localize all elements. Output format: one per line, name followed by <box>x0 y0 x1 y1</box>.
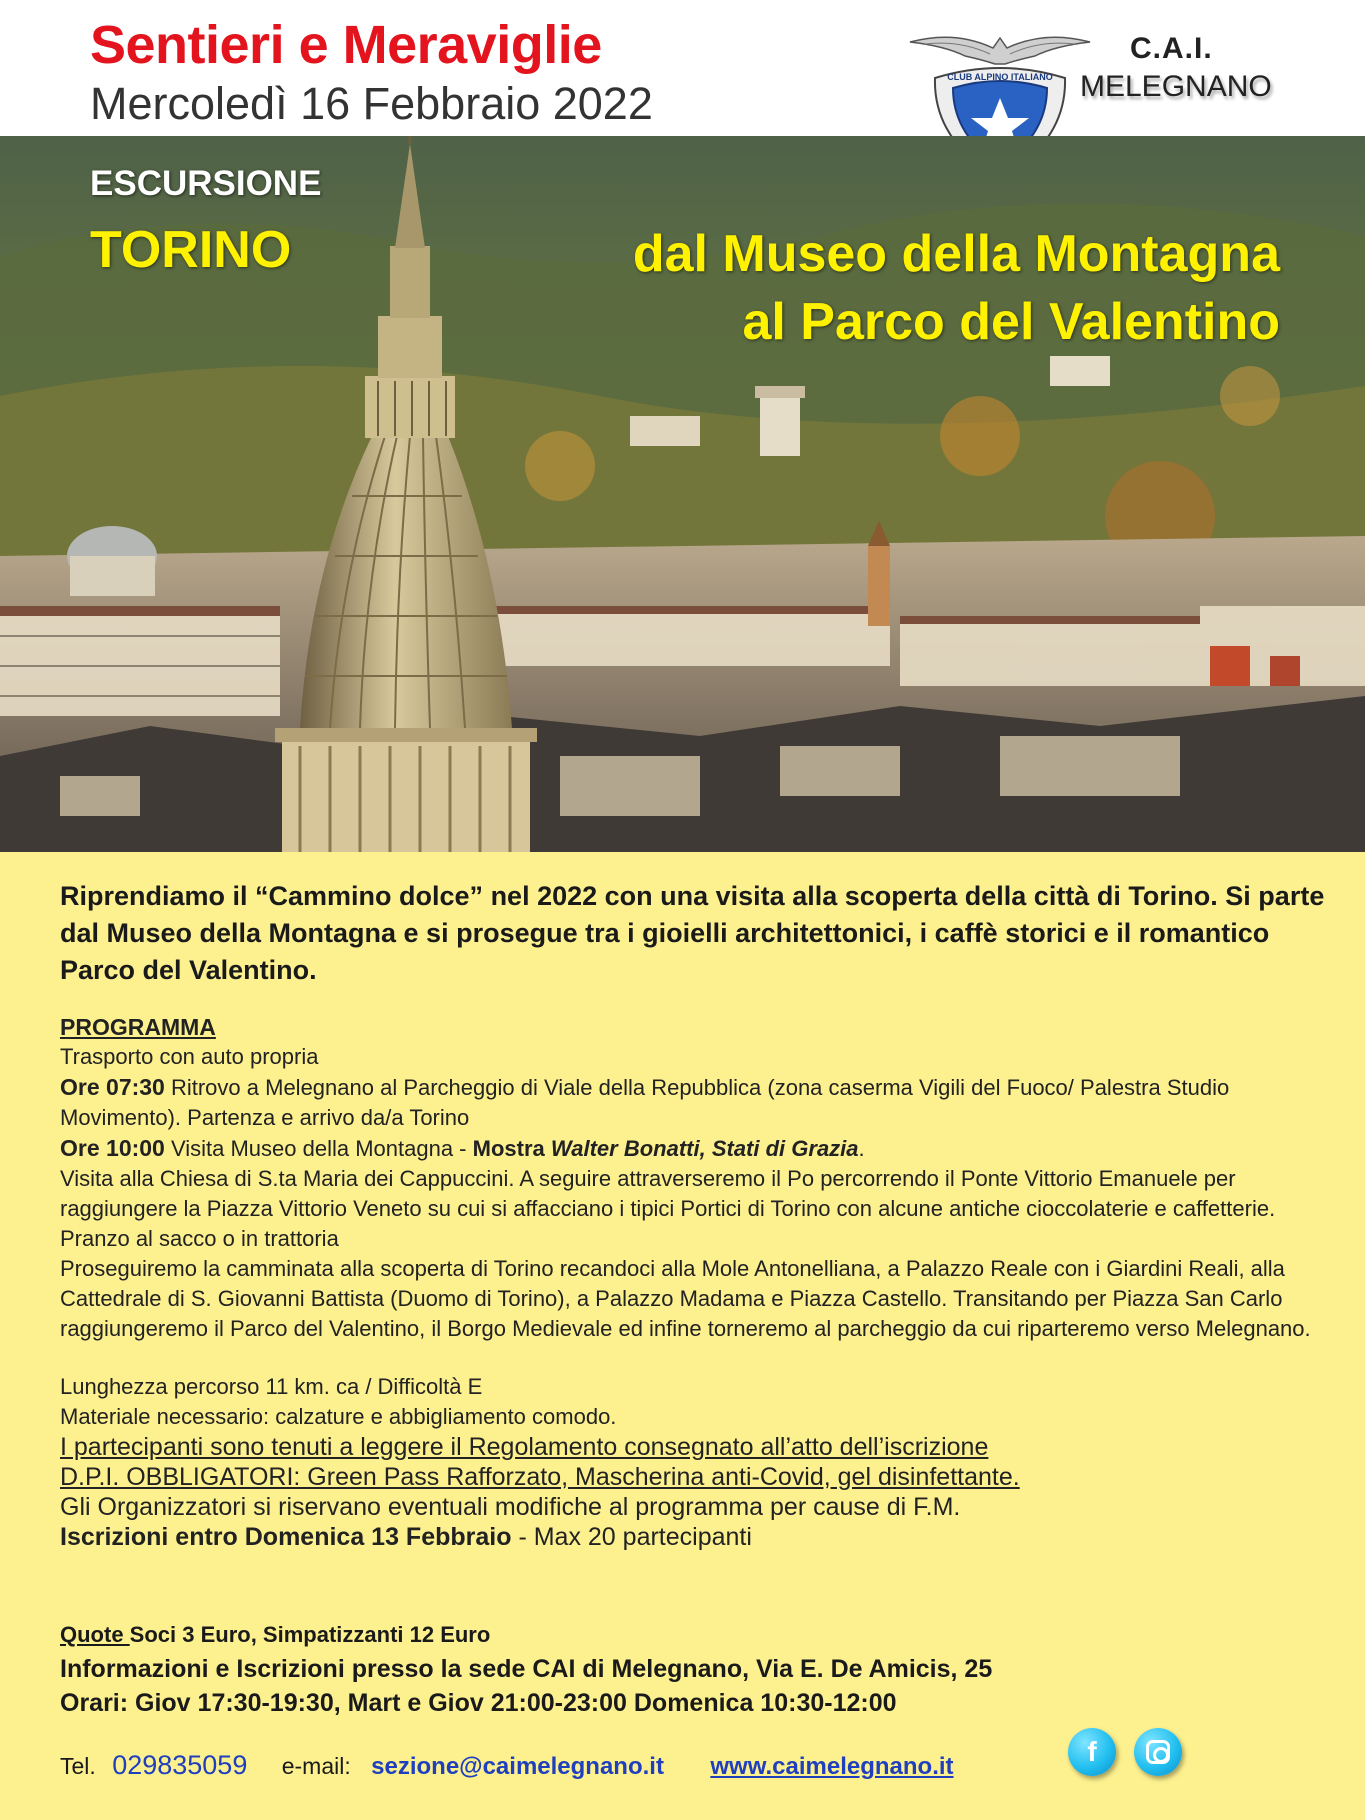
logo-lettering: CLUB ALPINO ITALIANO <box>947 72 1053 82</box>
schedule-text: Visita Museo della Montagna - <box>164 1136 473 1161</box>
phone-number[interactable]: 029835059 <box>112 1750 248 1780</box>
email-label: e-mail: <box>281 1753 351 1779</box>
program-heading: PROGRAMMA <box>60 1014 216 1040</box>
event-details <box>0 852 1365 1820</box>
page-title: Sentieri e Meraviglie <box>90 15 602 75</box>
intro-paragraph: Riprendiamo il “Cammino dolce” nel 2022 con una visita alla scoperta della città di Torino. Si parte dal Museo della Montagna e si prosegue tra i gioielli architettonici, i caffè storici e il romantico Parco del Valentino. <box>60 881 1325 985</box>
rules-note: I partecipanti sono tenuti a leggere il Regolamento consegnato all’atto dell’iscrizione <box>60 1433 989 1461</box>
program-section <box>60 1012 1330 1553</box>
excursion-type-label: ESCURSIONE <box>90 164 322 203</box>
schedule-time: Ore 07:30 <box>60 1074 165 1100</box>
max-participants: - Max 20 partecipanti <box>511 1523 752 1551</box>
program-paragraph: Visita alla Chiesa di S.ta Maria dei Cappuccini. A seguire attraverseremo il Po percorrendo il Ponte Vittorio Emanuele per raggiungere la Piazza Vittorio Veneto su cui si affacciano i tipici Portici di Torino con alcune antiche cioccolaterie e caffetterie. Pranzo al sacco o in trattoria <box>60 1166 1276 1251</box>
instagram-icon[interactable] <box>1134 1728 1182 1776</box>
dpi-note: D.P.I. OBBLIGATORI: Green Pass Rafforzato, Mascherina anti-Covid, gel disinfettante. <box>60 1463 1020 1491</box>
destination-city: TORINO <box>90 221 292 279</box>
changes-note: Gli Organizzatori si riservano eventuali modifiche al programma per cause di F.M. <box>60 1493 961 1521</box>
schedule-text: Ritrovo a Melegnano al Parcheggio di Viale della Repubblica (zona caserma Vigili del Fuoco/ Palestra Studio Movimento). Partenza e arrivo da/a Torino <box>60 1075 1230 1130</box>
header <box>0 0 1365 136</box>
route-length: Lunghezza percorso 11 km. ca / Difficoltà E <box>60 1374 483 1399</box>
org-name: C.A.I. <box>1130 32 1213 65</box>
hero-image <box>0 136 1365 852</box>
exhibit-label: Mostra <box>472 1136 551 1161</box>
info-hours: Orari: Giov 17:30-19:30, Mart e Giov 21:00-23:00 Domenica 10:30-12:00 <box>60 1689 897 1717</box>
fees-text: Soci 3 Euro, Simpatizzanti 12 Euro <box>129 1622 491 1647</box>
schedule-item-meeting <box>60 1072 1330 1133</box>
info-address: Informazioni e Iscrizioni presso la sede CAI di Melegnano, Via E. De Amicis, 25 <box>60 1655 993 1683</box>
schedule-item-museum <box>60 1133 1330 1164</box>
website-link[interactable]: www.caimelegnano.it <box>710 1753 954 1780</box>
event-date: Mercoledì 16 Febbraio 2022 <box>90 78 653 129</box>
transport-line: Trasporto con auto propria <box>60 1044 319 1069</box>
route-title-line2: al Parco del Valentino <box>742 293 1280 351</box>
exhibit-end: . <box>858 1136 865 1161</box>
registration-deadline: Iscrizioni entro Domenica 13 Febbraio <box>60 1523 512 1551</box>
route-title-line1: dal Museo della Montagna <box>632 225 1280 283</box>
facebook-icon[interactable]: f <box>1068 1728 1116 1776</box>
fees-label: Quote <box>60 1622 130 1647</box>
program-paragraph: Proseguiremo la camminata alla scoperta di Torino recandoci alla Mole Antonelliana, a Palazzo Reale con i Giardini Reali, alla Cattedrale di S. Giovanni Battista (Duomo di Torino), a Palazzo Madama e Piazza Castello. Transitando per Piazza San Carlo raggiungeremo il Parco del Valentino, il Borgo Medievale ed infine torneremo al parcheggio da cui riparteremo verso Melegnano. <box>60 1256 1311 1341</box>
tel-label: Tel. <box>60 1753 96 1779</box>
equipment-note: Materiale necessario: calzature e abbigliamento comodo. <box>60 1404 617 1429</box>
email-link[interactable]: sezione@caimelegnano.it <box>371 1753 664 1780</box>
exhibit-title: Walter Bonatti, Stati di Grazia <box>550 1136 859 1161</box>
contact-footer <box>60 1750 954 1781</box>
info-section <box>60 1652 992 1720</box>
org-city: MELEGNANO <box>1080 70 1272 103</box>
fees-line <box>60 1622 490 1648</box>
schedule-time: Ore 10:00 <box>60 1135 165 1161</box>
